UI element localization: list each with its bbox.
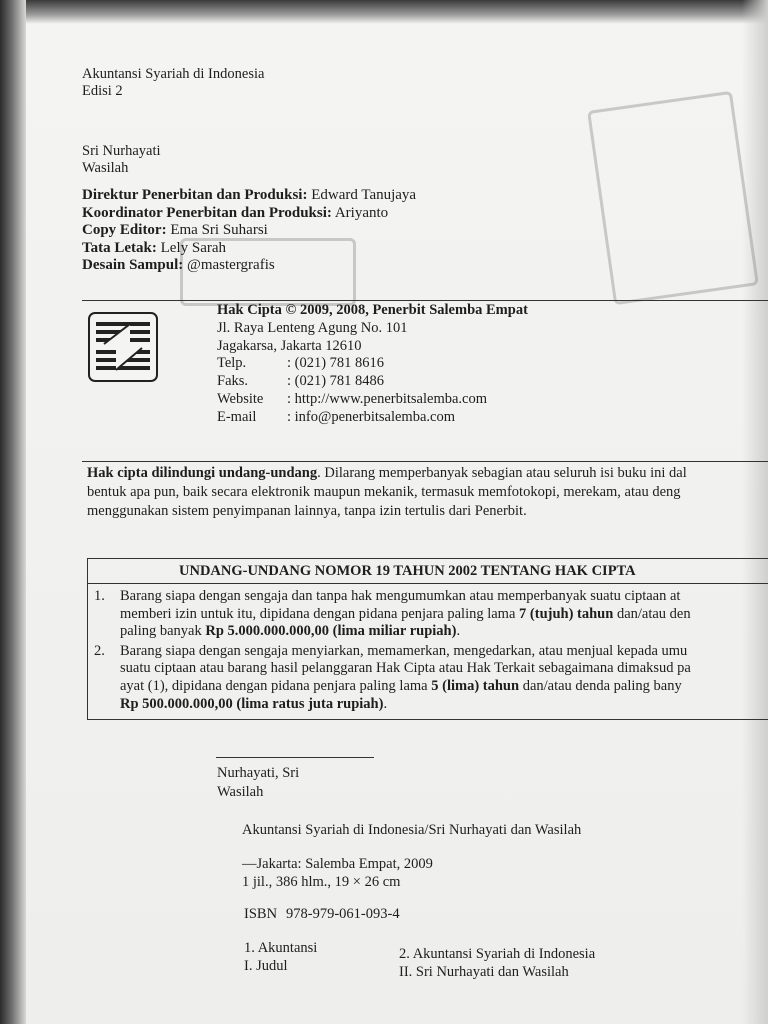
catalog-publication <box>242 855 433 891</box>
subject-item: 1. Akuntansi <box>244 940 318 956</box>
law-item-number: 2. <box>94 642 105 659</box>
isbn-value: 978-979-061-093-4 <box>286 906 400 922</box>
catalog-physical-line: 1 jil., 386 hlm., 19 × 26 cm <box>242 874 401 890</box>
catalog-author: Wasilah <box>217 784 264 800</box>
credit-name: Ema Sri Suharsi <box>166 222 268 239</box>
publisher-copyright: Hak Cipta © 2009, 2008, Penerbit Salemba Empat <box>217 302 528 318</box>
law-line <box>120 678 768 696</box>
divider-top <box>82 300 768 301</box>
contact-label: E-mail <box>217 408 257 425</box>
contact-website <box>217 391 528 409</box>
divider-bottom <box>82 461 768 462</box>
law-line <box>120 606 768 624</box>
credit-name: @mastergrafis <box>183 257 275 274</box>
contact-value: : (021) 781 8486 <box>287 373 385 390</box>
credit-role: Koordinator Penerbitan dan Produksi: <box>82 204 332 221</box>
notice-line <box>87 464 747 483</box>
copyright-notice <box>87 464 747 521</box>
credit-line <box>82 205 416 223</box>
law-bold-text: Rp 5.000.000.000,00 (lima miliar rupiah) <box>205 623 457 640</box>
isbn-label: ISBN <box>244 906 278 922</box>
catalog-publisher-line: —Jakarta: Salemba Empat, 2009 <box>242 856 433 872</box>
subject-item: I. Judul <box>244 958 288 974</box>
contact-label: Faks. <box>217 373 249 390</box>
contact-value: : info@penerbitsalemba.com <box>287 408 455 425</box>
contact-value: : (021) 781 8616 <box>287 355 385 372</box>
subjects-left <box>244 939 317 975</box>
author-name: Wasilah <box>82 160 129 176</box>
law-item-1 <box>88 588 768 641</box>
notice-line: bentuk apa pun, baik secara elektronik maupun mekanik, termasuk memfotokopi, merekam, atau deng <box>87 484 681 500</box>
law-bold-text: Rp 500.000.000,00 (lima ratus juta rupiah) <box>120 695 384 712</box>
contact-fax <box>217 373 528 391</box>
law-text: . <box>383 695 388 712</box>
law-text: dan/atau den <box>613 605 691 622</box>
catalog-author-names <box>217 764 299 802</box>
law-line <box>120 623 768 641</box>
credit-name: Lely Sarah <box>156 239 227 256</box>
scan-top-shadow <box>0 0 768 24</box>
publisher-address: Jl. Raya Lenteng Agung No. 101 <box>217 319 408 336</box>
law-bold-text: 7 (tujuh) tahun <box>519 605 614 622</box>
notice-lead: Hak cipta dilindungi undang-undang <box>87 465 318 481</box>
credit-line <box>82 222 416 240</box>
book-title: Akuntansi Syariah di Indonesia <box>82 66 265 82</box>
credit-role: Tata Letak: <box>82 239 157 256</box>
credit-name: Edward Tanujaya <box>307 187 417 203</box>
publisher-info <box>217 302 528 427</box>
law-item-number: 1. <box>94 588 105 604</box>
law-text: ayat (1), dipidana dengan pidana penjara paling lama <box>120 677 432 694</box>
law-text: dan/atau denda paling bany <box>519 677 682 694</box>
credit-name: Ariyanto <box>331 204 389 221</box>
credits-block <box>82 187 416 275</box>
law-bold-text: 5 (lima) tahun <box>431 677 520 694</box>
credit-role: Desain Sampul: <box>82 257 184 274</box>
contact-phone <box>217 355 528 373</box>
law-line: Barang siapa dengan sengaja dan tanpa hak mengumumkan atau memperbanyak suatu ciptaan at <box>120 588 681 604</box>
catalog-title: Akuntansi Syariah di Indonesia/Sri Nurhayati dan Wasilah <box>242 822 582 838</box>
law-heading: UNDANG-UNDANG NOMOR 19 TAHUN 2002 TENTANG HAK CIPTA <box>88 559 768 584</box>
credit-line <box>82 240 416 258</box>
law-line: suatu ciptaan atau barang hasil pelanggaran Hak Cipta atau Hak Terkait sebagaimana dimaksud pa <box>120 660 691 677</box>
credit-role: Direktur Penerbitan dan Produksi: <box>82 187 308 203</box>
law-text: memberi izin untuk itu, dipidana dengan pidana penjara paling lama <box>120 605 520 622</box>
catalog-rule <box>216 757 374 758</box>
credit-role: Copy Editor: <box>82 222 167 239</box>
book-edition: Edisi 2 <box>82 83 123 99</box>
subjects-right <box>399 945 595 981</box>
law-line <box>120 696 768 714</box>
notice-text: . Dilarang memperbanyak sebagian atau seluruh isi buku ini dal <box>317 465 687 481</box>
authors-block <box>82 143 161 177</box>
law-line: Barang siapa dengan sengaja menyiarkan, memamerkan, mengedarkan, atau menjual kepada umu <box>120 642 688 659</box>
scan-left-shadow <box>0 0 26 1024</box>
contact-email <box>217 409 528 427</box>
contact-value: : http://www.penerbitsalemba.com <box>287 390 487 407</box>
credit-line <box>82 257 416 275</box>
law-text: . <box>456 623 461 640</box>
publisher-address: Jagakarsa, Jakarta 12610 <box>217 337 362 354</box>
faded-stamp-right <box>587 91 759 305</box>
law-text: paling banyak <box>120 623 206 640</box>
catalog-author: Nurhayati, Sri <box>217 765 300 781</box>
subject-item: 2. Akuntansi Syariah di Indonesia <box>399 946 596 962</box>
law-item-2 <box>88 643 768 713</box>
law-box <box>87 558 768 720</box>
notice-line: menggunakan sistem penyimpanan lainnya, tanpa izin tertulis dari Penerbit. <box>87 503 527 519</box>
publisher-logo-icon <box>88 312 158 382</box>
contact-label: Telp. <box>217 355 247 372</box>
author-name: Sri Nurhayati <box>82 143 161 159</box>
credit-line <box>82 187 416 205</box>
subject-item: II. Sri Nurhayati dan Wasilah <box>399 964 569 980</box>
isbn-row <box>244 906 400 923</box>
book-title-block <box>82 66 264 100</box>
contact-label: Website <box>217 390 264 407</box>
